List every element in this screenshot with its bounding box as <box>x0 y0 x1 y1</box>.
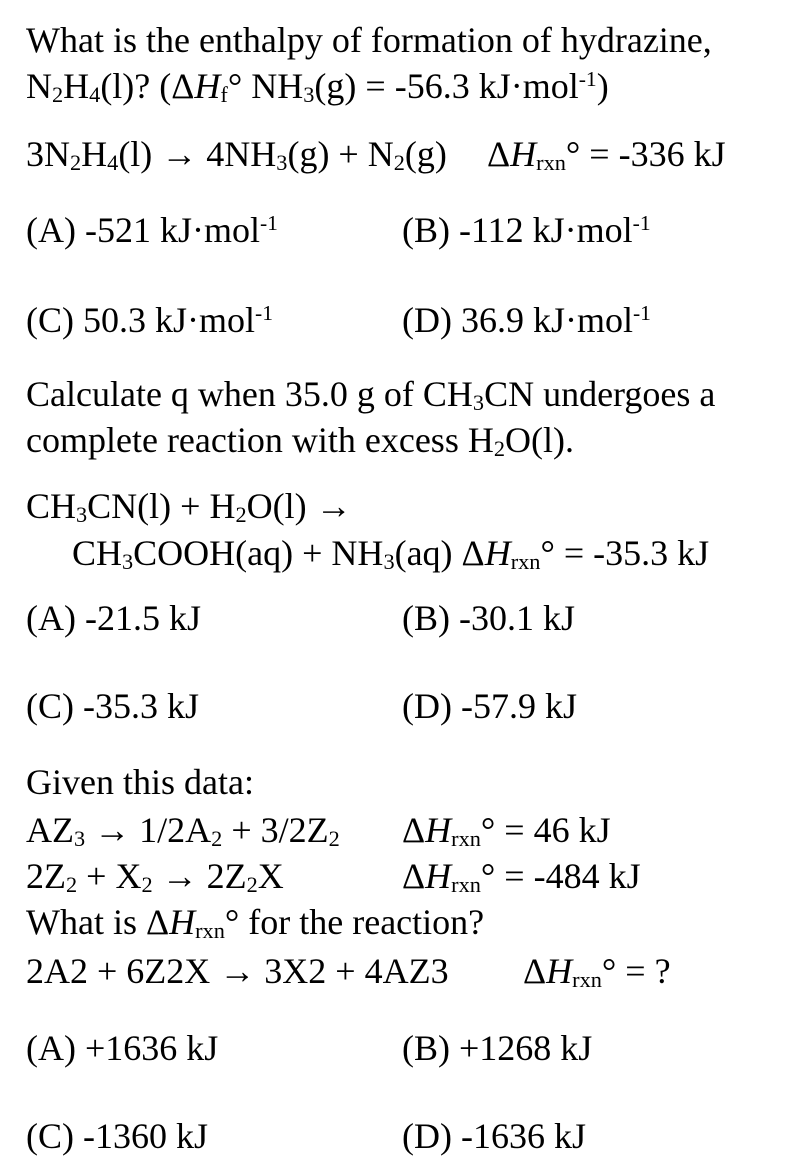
q3-choice-b[interactable]: (B) +1268 kJ <box>402 1028 593 1068</box>
q3-data-equation-2: $2Z_2 + X_2 \to 2Z_2X$ <box>26 856 284 898</box>
q1-given-dh: ($\Delta H_f^\circ$ $NH_3(g) = -56.3$ kJ·mol$^{-1}$) <box>159 66 609 108</box>
q1-question-line1: What is the enthalpy of formation of hydrazine, <box>26 20 712 60</box>
q2-choice-c[interactable]: (C) -35.3 kJ <box>26 686 199 726</box>
q1-formula: $N_2H_4(l)$? <box>26 66 151 108</box>
q2-choice-a[interactable]: (A) -21.5 kJ <box>26 598 201 638</box>
q1-reaction-equation: $3N_2H_4(l) \to 4NH_3(g) + N_2(g)$ <box>26 134 447 176</box>
q1-choice-d[interactable]: (D) 36.9 kJ·mol$^{-1}$ <box>402 300 651 340</box>
q3-question: What is ΔHrxn° for the reaction? <box>26 902 485 944</box>
q1-choice-c[interactable]: (C) 50.3 kJ·mol$^{-1}$ <box>26 300 273 340</box>
q3-target-dh: ΔHrxn° = ? <box>523 951 671 993</box>
q3-choice-a[interactable]: (A) +1636 kJ <box>26 1028 219 1068</box>
q2-question-line1: Calculate q when 35.0 g of $CH_3CN$ undergoes a <box>26 374 716 416</box>
q1-choice-b[interactable]: (B) -112 kJ·mol$^{-1}$ <box>402 210 651 250</box>
q3-data-equation-1: $AZ_3 \to 1/2A_2 + 3/2Z_2$ <box>26 810 340 852</box>
q3-target-equation: 2A2 + 6Z2X → 3X2 + 4AZ3 <box>26 951 449 991</box>
q1-reaction-dh: ΔHrxn° = -336 kJ <box>487 134 726 176</box>
q1-question-line2 <box>26 66 609 108</box>
q2-choice-d[interactable]: (D) -57.9 kJ <box>402 686 577 726</box>
q3-data-dh-2: ΔHrxn° = -484 kJ <box>402 856 641 898</box>
q2-reaction-line1: $CH_3CN(l) + H_2O(l)$ → <box>26 486 352 528</box>
q2-question-line2: complete reaction with excess $H_2O(l)$. <box>26 420 574 462</box>
q2-reaction-line2: $CH_3COOH(aq) + NH_3(aq)$ ΔHrxn° = -35.3 kJ <box>72 533 710 575</box>
q1-choice-a[interactable]: (A) -521 kJ·mol$^{-1}$ <box>26 210 278 250</box>
q3-choice-c[interactable]: (C) -1360 kJ <box>26 1116 208 1156</box>
q3-intro: Given this data: <box>26 762 254 802</box>
q3-choice-d[interactable]: (D) -1636 kJ <box>402 1116 586 1156</box>
q2-choice-b[interactable]: (B) -30.1 kJ <box>402 598 575 638</box>
q3-data-dh-1: ΔHrxn° = 46 kJ <box>402 810 611 852</box>
